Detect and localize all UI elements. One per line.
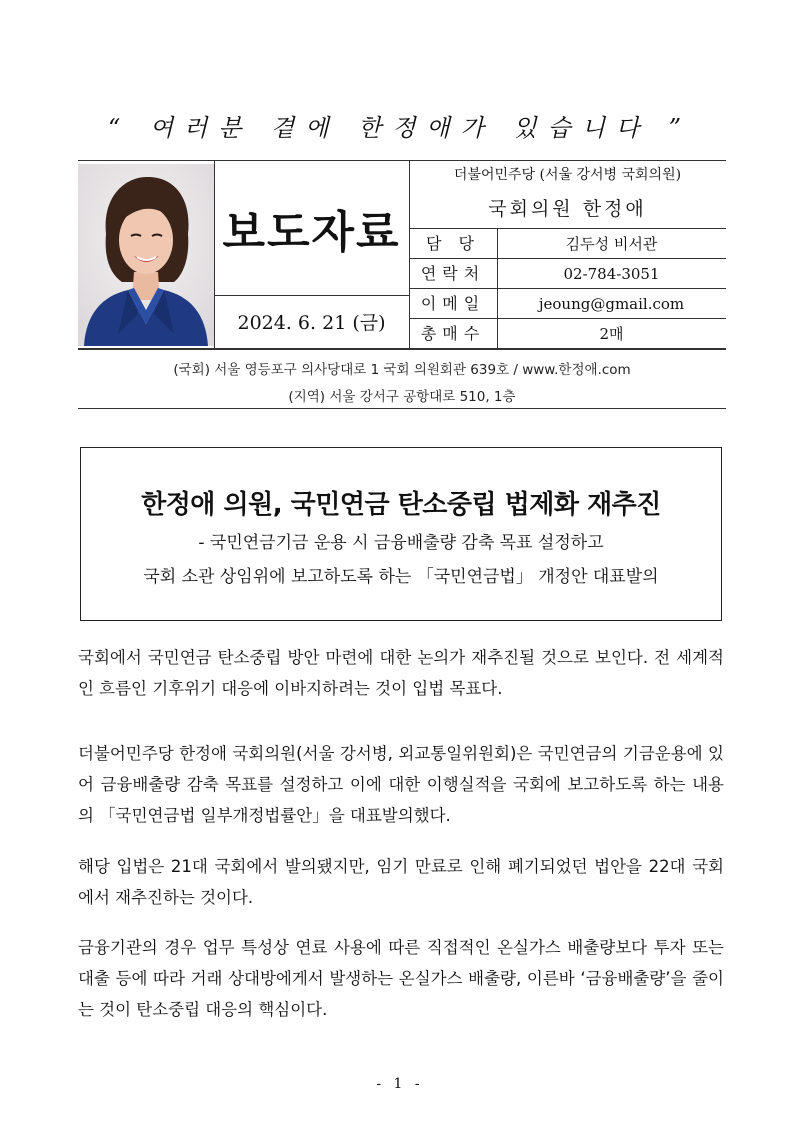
- photo-cell: [78, 160, 214, 348]
- headline-title: 한정애 의원, 국민연금 탄소중립 법제화 재추진: [141, 490, 661, 520]
- contact-value: 02-784-3051: [563, 265, 660, 283]
- contact-row: [409, 318, 726, 349]
- address-local: (지역) 서울 강서구 공항대로 510, 1층: [288, 389, 516, 405]
- contact-row: [409, 288, 726, 319]
- contact-value: 2매: [599, 325, 624, 343]
- headline-subtitle-1: - 국민연금기금 운용 시 금융배출량 감축 목표 설정하고: [198, 533, 604, 553]
- address-assembly: (국회) 서울 영등포구 의사당대로 1 국회 의원회관 639호 / www.한정애.com: [173, 362, 631, 378]
- body-paragraph: 더불어민주당 한정애 국회의원(서울 강서병, 외교통일위원회)은 국민연금의 기금운용에 있어 금융배출량 감축 목표를 설정하고 이에 대한 이행실적을 국회에 보고하도록 하는 내용의 「국민연금법 일부개정법률안」을 대표발의했다.: [78, 744, 724, 825]
- body-paragraph: 금융기관의 경우 업무 특성상 연료 사용에 따른 직접적인 온실가스 배출량보다 투자 또는 대출 등에 따라 거래 상대방에게서 발생하는 온실가스 배출량, 이른바 ‘금융배출량’을 줄이는 것이 탄소중립 대응의 핵심이다.: [78, 938, 724, 1019]
- slogan: “ 여러분 곁에 한정애가 있습니다 ”: [107, 114, 693, 142]
- party-affiliation: 더불어민주당 (서울 강서병 국회의원): [453, 167, 682, 183]
- contact-value: 김두성 비서관: [565, 235, 658, 253]
- contact-label: 이메일: [409, 289, 498, 319]
- contact-row: [409, 258, 726, 289]
- contact-value: jeoung@gmail.com: [538, 295, 685, 313]
- body-paragraph: 해당 입법은 21대 국회에서 발의됐지만, 임기 만료로 인해 폐기되었던 법안을 22대 국회에서 재추진하는 것이다.: [78, 857, 724, 907]
- header-bottom-rule: [78, 348, 726, 350]
- contact-table: [409, 228, 726, 348]
- contact-label: 연락처: [409, 259, 498, 289]
- member-portrait: [78, 164, 214, 346]
- contact-label: 담 당: [409, 229, 498, 259]
- release-date: 2024. 6. 21 (금): [237, 312, 386, 334]
- page-number: - 1 -: [376, 1076, 424, 1092]
- headline-box: [80, 447, 722, 621]
- doc-type-title: 보도자료: [222, 206, 401, 258]
- address-rule: [78, 408, 726, 409]
- press-header: [78, 160, 726, 348]
- contact-row: [409, 228, 726, 259]
- member-name: 국회의원 한정애: [488, 198, 647, 220]
- body-paragraph: 국회에서 국민연금 탄소중립 방안 마련에 대한 논의가 재추진될 것으로 보인다. 전 세계적인 흐름인 기후위기 대응에 이바지하려는 것이 입법 목표다.: [78, 648, 724, 698]
- headline-subtitle-2: 국회 소관 상임위에 보고하도록 하는 「국민연금법」 개정안 대표발의: [143, 567, 659, 587]
- contact-label: 총매수: [409, 319, 498, 349]
